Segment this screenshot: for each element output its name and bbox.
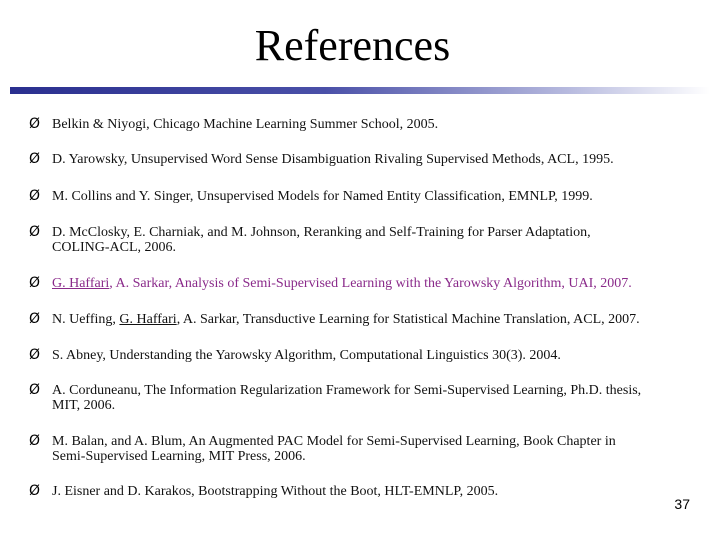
arrow-bullet-icon: Ø xyxy=(29,224,41,240)
arrow-bullet-icon: Ø xyxy=(29,275,41,291)
arrow-bullet-icon: Ø xyxy=(29,311,41,327)
arrow-bullet-icon: Ø xyxy=(29,433,41,449)
reference-item xyxy=(29,275,702,291)
reference-text-line-1: M. Balan, and A. Blum, An Augmented PAC Model for Semi-Supervised Learning, Book Chapter in xyxy=(52,434,616,449)
arrow-bullet-icon: Ø xyxy=(29,188,41,204)
reference-text: M. Collins and Y. Singer, Unsupervised Models for Named Entity Classification, EMNLP, 1999. xyxy=(52,189,593,204)
slide-title: References xyxy=(254,21,451,70)
author-link[interactable]: G. Haffari xyxy=(119,312,177,327)
reference-text-line-1: D. McClosky, E. Charniak, and M. Johnson, Reranking and Self-Training for Parser Adaptation, xyxy=(52,225,591,240)
reference-item xyxy=(29,433,702,464)
reference-text: , A. Sarkar, Transductive Learning for Statistical Machine Translation, ACL, 2007. xyxy=(176,312,640,327)
title-underline-rule xyxy=(10,87,710,94)
reference-text-line-2: MIT, 2006. xyxy=(52,398,116,413)
reference-item xyxy=(29,116,702,132)
reference-text: S. Abney, Understanding the Yarowsky Algorithm, Computational Linguistics 30(3). 2004. xyxy=(52,348,561,363)
arrow-bullet-icon: Ø xyxy=(29,116,41,132)
reference-item xyxy=(29,347,702,363)
reference-text: D. Yarowsky, Unsupervised Word Sense Disambiguation Rivaling Supervised Methods, ACL, 1995. xyxy=(52,152,614,167)
reference-item xyxy=(29,382,702,413)
page-number: 37 xyxy=(674,496,690,512)
reference-item xyxy=(29,224,702,255)
author-link[interactable]: G. Haffari xyxy=(52,276,110,291)
arrow-bullet-icon: Ø xyxy=(29,483,41,499)
reference-item xyxy=(29,188,702,204)
reference-item xyxy=(29,311,702,327)
reference-text: Belkin & Niyogi, Chicago Machine Learning Summer School, 2005. xyxy=(52,117,439,132)
arrow-bullet-icon: Ø xyxy=(29,382,41,398)
reference-text: , A. Sarkar, Analysis of Semi-Supervised Learning with the Yarowsky Algorithm, UAI, 2007. xyxy=(109,276,632,291)
reference-text: J. Eisner and D. Karakos, Bootstrapping Without the Boot, HLT-EMNLP, 2005. xyxy=(52,484,499,499)
reference-text-prefix: N. Ueffing, xyxy=(52,312,120,327)
arrow-bullet-icon: Ø xyxy=(29,151,41,167)
reference-text-line-2: Semi-Supervised Learning, MIT Press, 2006. xyxy=(52,449,306,464)
arrow-bullet-icon: Ø xyxy=(29,347,41,363)
reference-text-line-1: A. Corduneanu, The Information Regularization Framework for Semi-Supervised Learning, Ph.D. thesis, xyxy=(52,383,642,398)
reference-text-line-2: COLING-ACL, 2006. xyxy=(52,240,177,255)
reference-item xyxy=(29,151,702,167)
reference-item xyxy=(29,483,702,499)
